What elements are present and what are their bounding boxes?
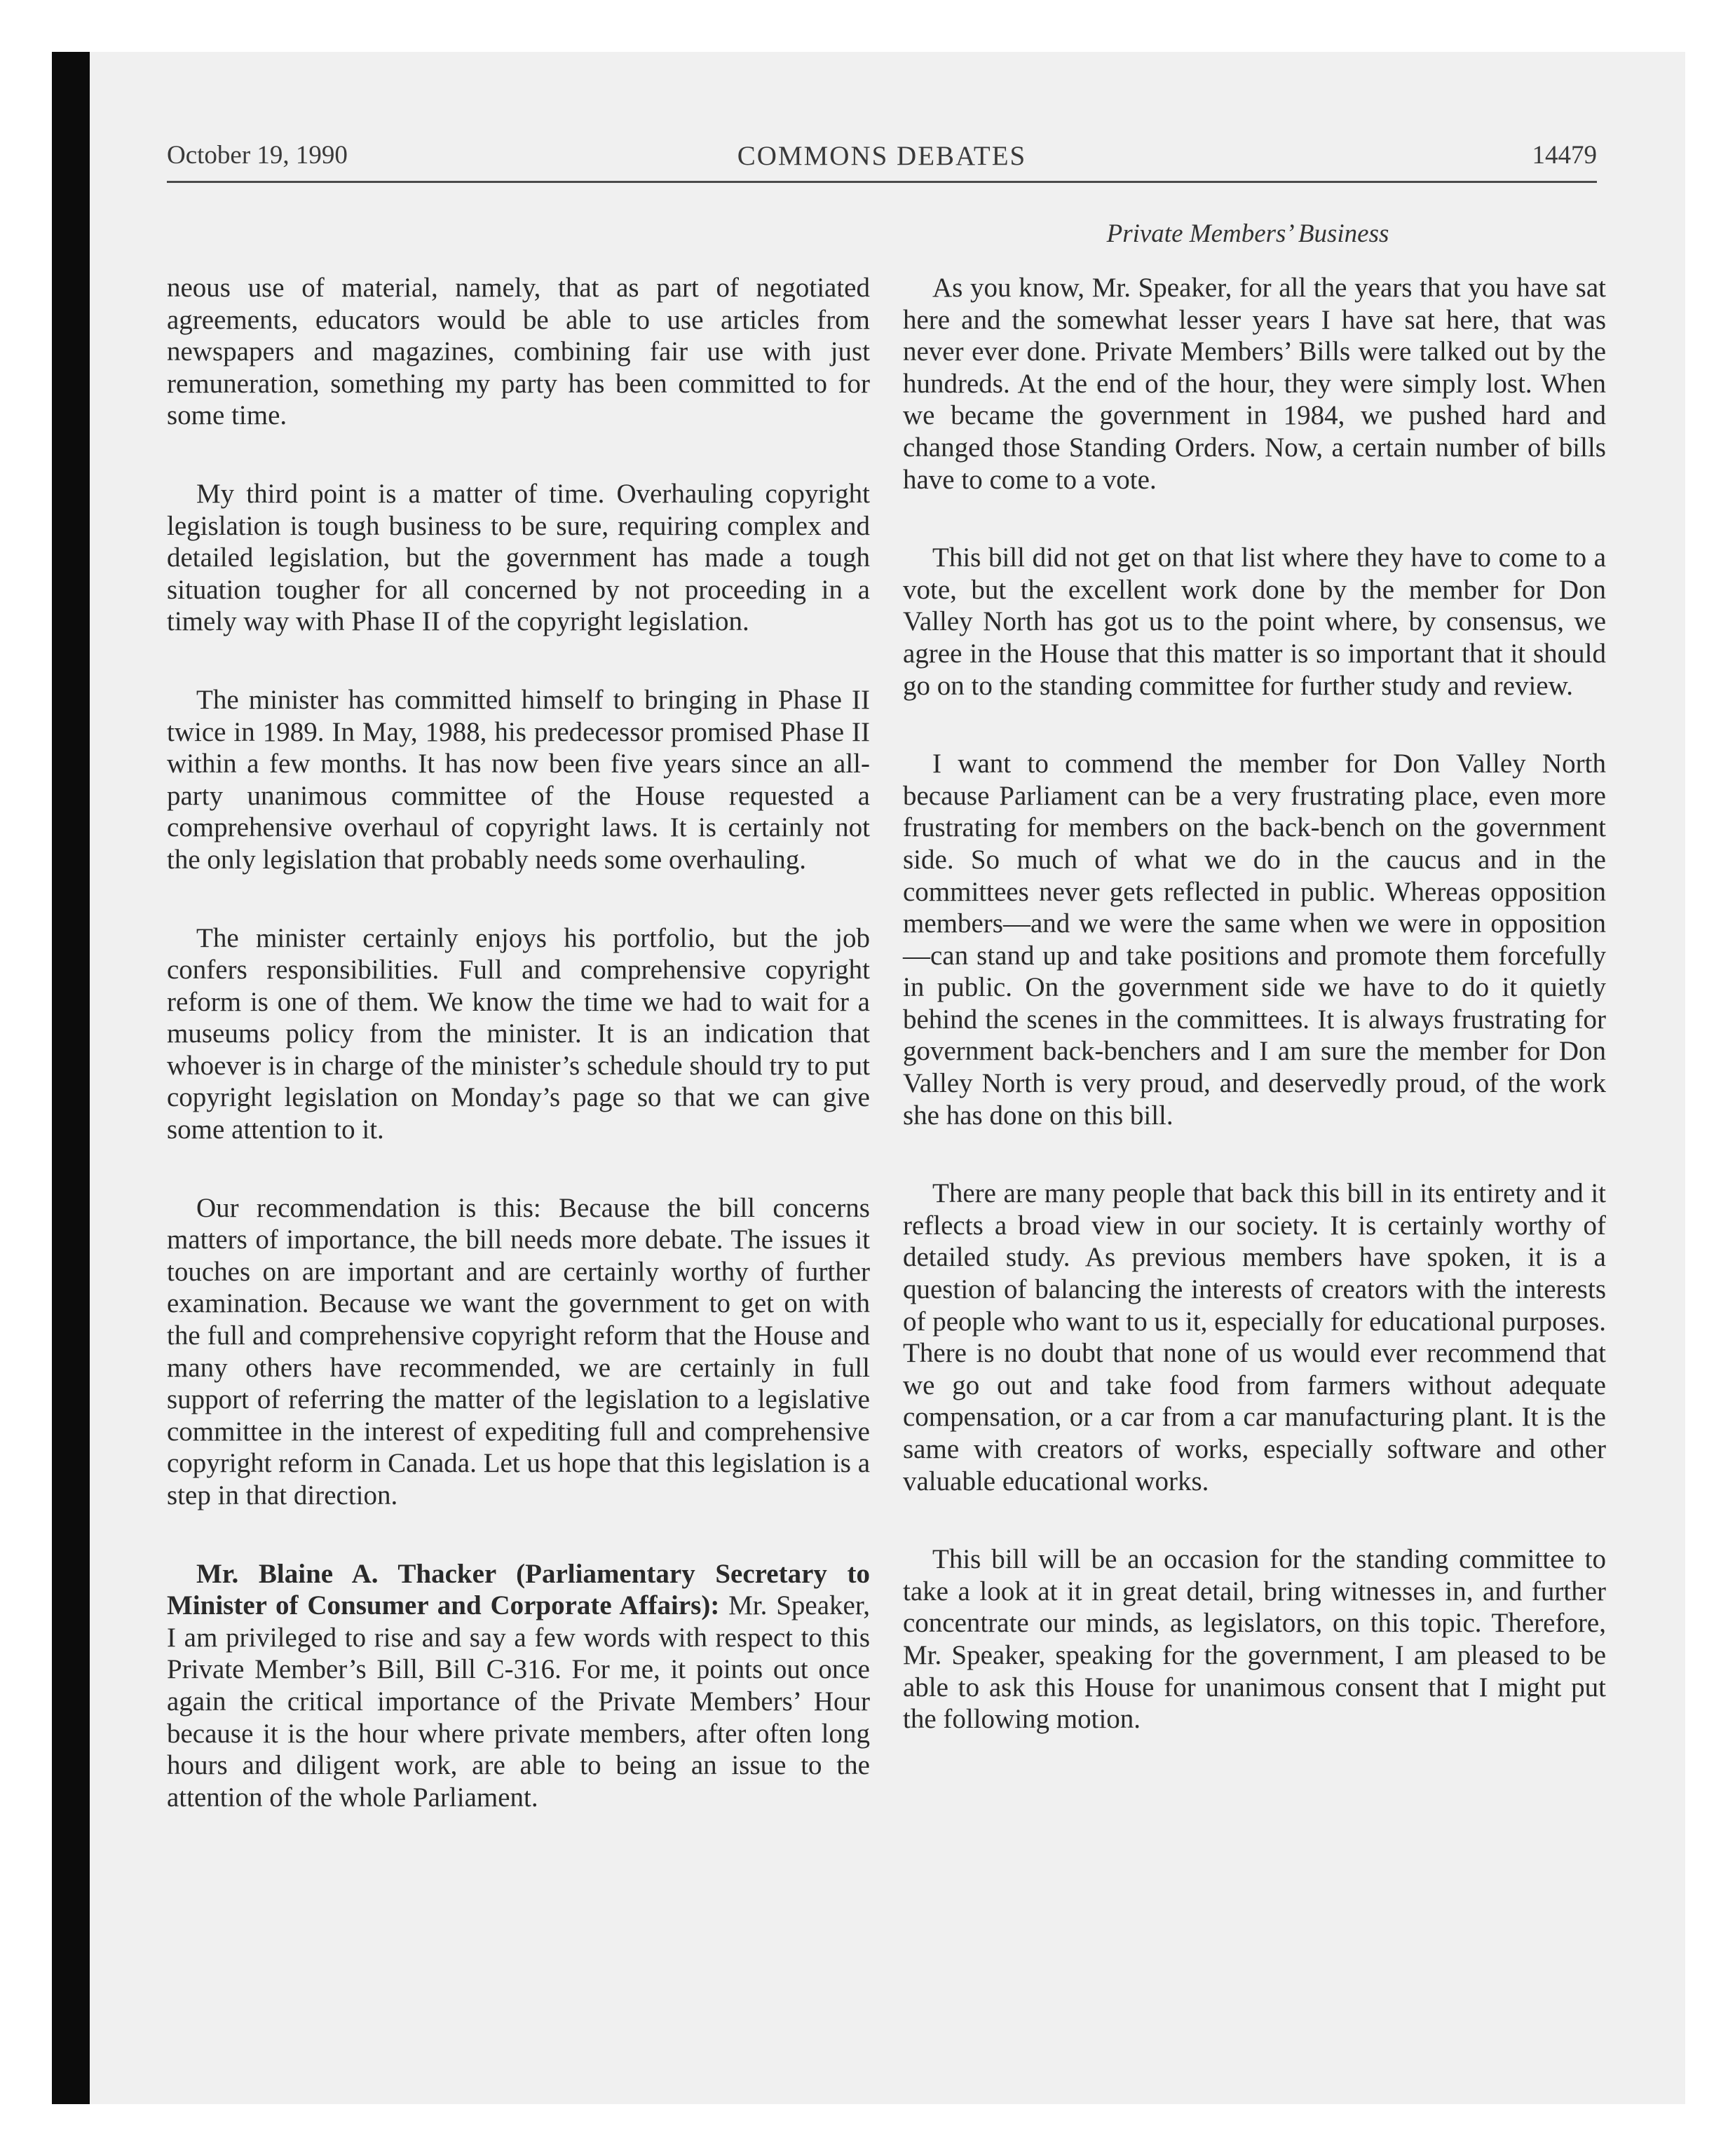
right-paragraph-5: This bill will be an occasion for the standing committee to take a look at it in great detail, bring witnesses in, and further concentrate our minds, as legislators, on this topic. Therefore, Mr. Speaker, speaking for the government, I am pleased to be able to ask this House for unanimous consent that I might put the following motion. <box>903 1544 1606 1735</box>
section-title: Private Members’ Business <box>1106 219 1389 248</box>
header-page-number: 14479 <box>1532 141 1597 170</box>
right-column <box>903 272 1606 1782</box>
right-paragraph-3: I want to commend the member for Don Valley North because Parliament can be a very frustrating place, even more frustrating for members on the back-bench on the government side. So much of what we do in the caucus and in the committees never gets reflected in public. Whereas opposition members—and we were the same when we were in opposition—can stand up and take positions and promote them forcefully in public. On the government side we have to do it quietly behind the scenes in the committees. It is always frustrating for government back-benchers and I am sure the member for Don Valley North is very proud, and deservedly proud, of the work she has done on this bill. <box>903 749 1606 1131</box>
right-paragraph-4: There are many people that back this bill in its entirety and it reflects a broad view in our society. It is certainly worthy of detailed study. As previous members have spoken, it is a question of balancing the interests of creators with the interests of people who want to us it, especially for educational purposes. There is no doubt that none of us would ever recommend that we go out and take food from farmers without adequate compensation, or a car from a car manufacturing plant. It is the same with creators of works, especially software and other valuable educational works. <box>903 1178 1606 1496</box>
right-paragraph-2: This bill did not get on that list where they have to come to a vote, but the excellent work done by the member for Don Valley North has got us to the point where, by consensus, we agree in the House that this matter is so important that it should go on to the standing committee for further study and review. <box>903 543 1606 701</box>
speaker-name: Mr. Blaine A. Thacker (Parliamentary Secretary to Minister of Consumer and Corporate Affairs): <box>167 1558 870 1621</box>
header-date: October 19, 1990 <box>167 141 348 170</box>
left-paragraph-6 <box>167 1558 870 1814</box>
left-paragraph-2: My third point is a matter of time. Overhauling copyright legislation is tough business to be sure, requiring complex and detailed legislation, but the government has made a tough situation tougher for all concerned by not proceeding in a timely way with Phase II of the copyright legislation. <box>167 478 870 637</box>
speech-text: Mr. Speaker, I am privileged to rise and say a few words with respect to this Private Member’s Bill, Bill C-316. For me, it points out once again the critical importance of the Private Members’ Hour because it is the hour where private members, after often long hours and diligent work, are able to being an issue to the attention of the whole Parliament. <box>167 1590 870 1813</box>
right-paragraph-1: As you know, Mr. Speaker, for all the years that you have sat here and the somewhat lesser years I have sat here, that was never ever done. Private Members’ Bills were talked out by the hundreds. At the end of the hour, they were simply lost. When we became the government in 1984, we pushed hard and changed those Standing Orders. Now, a certain number of bills have to come to a vote. <box>903 273 1606 495</box>
header-title: COMMONS DEBATES <box>737 141 1027 171</box>
left-paragraph-3: The minister has committed himself to bringing in Phase II twice in 1989. In May, 1988, his predecessor promised Phase II within a few months. It has now been five years since an all-party unanimous committee of the House requested a comprehensive overhaul of copyright laws. It is certainly not the only legislation that probably needs some overhauling. <box>167 684 870 875</box>
left-column <box>167 272 870 1860</box>
page-header <box>167 140 1597 182</box>
left-paragraph-5: Our recommendation is this: Because the bill concerns matters of importance, the bill needs more debate. The issues it touches on are important and are certainly worthy of further examination. Because we want the government to get on with the full and comprehensive copyright reform that the House and many others have recommended, we are certainly in full support of referring the matter of the legislation to a legislative committee in the interest of expediting full and comprehensive copyright reform in Canada. Let us hope that this legislation is a step in that direction. <box>167 1192 870 1510</box>
left-paragraph-4: The minister certainly enjoys his portfolio, but the job confers responsibilities. Full and comprehensive copyright reform is one of them. We know the time we had to wait for a museums policy from the minister. It is an indication that whoever is in charge of the minister’s schedule should try to put copyright legislation on Monday’s page so that we can give some attention to it. <box>167 922 870 1145</box>
left-paragraph-1: neous use of material, namely, that as part of negotiated agreements, educators would be able to use articles from newspapers and magazines, combining fair use with just remuneration, something my party has been committed to for some time. <box>167 273 870 431</box>
header-rule <box>167 181 1597 183</box>
scan-edge-bar <box>52 52 90 2104</box>
